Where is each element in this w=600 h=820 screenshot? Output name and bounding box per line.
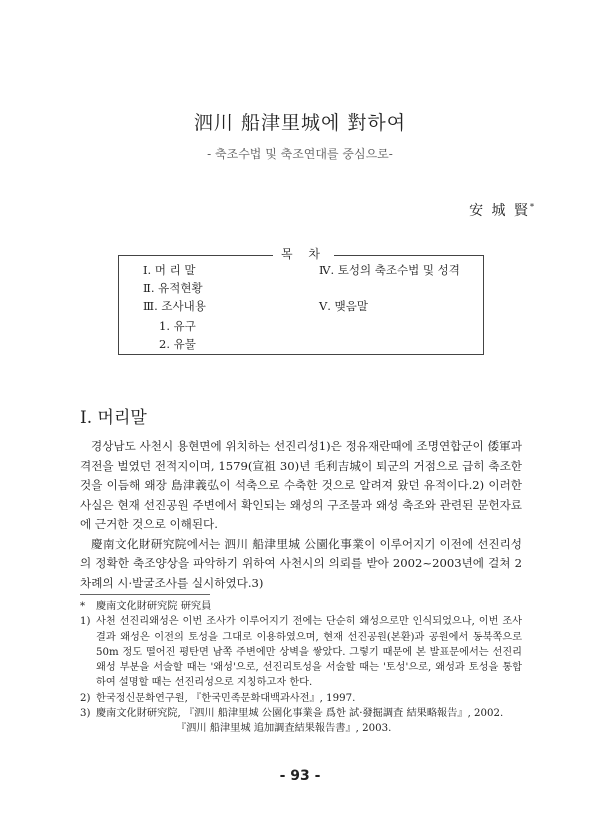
- paragraph: 경상남도 사천시 용현면에 위치하는 선진리성1)은 정유재란때에 조명연합군이 倭軍과 격전을 벌였던 전적지이며, 1579(宣祖 30)년 毛利吉城이 퇴군의 거점으로 급히 축조한 것을 이듬해 왜장 島津義弘이 석축으로 수축한 것으로 알려져 왔던 유적이다.2) 이러한 사실은 현재 선진공원 주변에서 확인되는 왜성의 구조물과 왜성 축조와 관련된 문헌자료에 근거한 것으로 이해된다.: [80, 439, 522, 531]
- toc-title: 목 차: [273, 245, 334, 262]
- page-number: - 93 -: [279, 768, 321, 784]
- footnote-text: 사천 선진리왜성은 이번 조사가 이루어지기 전에는 단순히 왜성으로만 인식되었으나, 이번 조사결과 왜성은 이전의 토성을 그대로 이용하였으며, 현재 선진공원(본환)과 공원에서 동북쪽으로 50m 정도 떨어진 평탄면 남쪽 주변에만 상벽을 쌓았다. 그렇기 때문에 본 발표문에서는 선진리왜성 부분을 서술할 때는 '왜성'으로, 선진리토성을 서술할 때는 '토성'으로, 왜성과 토성을 통합하여 설명할 때는 선진리성으로 지칭하고자 한다.: [96, 616, 522, 689]
- author-name: [469, 200, 536, 220]
- toc-item: Ⅳ. 토성의 축조수법 및 성격: [319, 263, 460, 277]
- toc-item: Ⅱ. 유적현황: [143, 281, 203, 295]
- toc-item: Ⅰ. 머 리 말: [143, 263, 196, 277]
- footnote-mark: 1): [80, 616, 91, 628]
- toc-item: Ⅲ. 조사내용: [143, 299, 206, 313]
- footnote-text: 慶南文化財研究院 研究員: [96, 601, 212, 612]
- footnote: [80, 691, 522, 706]
- footnote: [80, 614, 522, 690]
- footnote-divider: [80, 594, 210, 595]
- toc-item: 2. 유물: [159, 337, 196, 351]
- toc-item: 1. 유구: [159, 319, 196, 333]
- footnote-mark: 2): [80, 692, 91, 704]
- paper-title: 泗川 船津里城에 對하여: [193, 112, 407, 134]
- footnote: [80, 599, 522, 614]
- footnote-text: 한국정신문화연구원, 『한국민족문화대백과사전』, 1997.: [96, 692, 356, 704]
- footnote-continuation: [80, 721, 522, 736]
- toc-item: Ⅴ. 맺음말: [319, 299, 368, 313]
- table-of-contents-box: [118, 255, 484, 355]
- body-text: [80, 437, 522, 593]
- paper-subtitle: - 축조수법 및 축조연대를 중심으로-: [207, 147, 393, 161]
- footnote-mark: 3): [80, 708, 91, 720]
- section-heading: Ⅰ. 머리말: [80, 408, 147, 428]
- author-footnote-mark: *: [530, 202, 536, 212]
- author-text: 安 城 賢: [469, 203, 530, 219]
- paragraph: 慶南文化財研究院에서는 泗川 船津里城 公園化事業이 이루어지기 이전에 선진리성의 정확한 축조양상을 파악하기 위하여 사천시의 의뢰를 받아 2002~2003년에 걸쳐 2차례의 시·발굴조사를 실시하였다.3): [80, 536, 522, 590]
- footnotes: [80, 599, 522, 737]
- footnote-text: 『泗川 船津里城 追加調査結果報告書』, 2003.: [176, 723, 392, 735]
- footnote: [80, 706, 522, 721]
- footnote-text: 慶南文化財研究院, 『泗川 船津里城 公園化事業을 爲한 試·發掘調査 結果略報告』, 2002.: [96, 708, 504, 720]
- footnote-mark: *: [80, 601, 86, 612]
